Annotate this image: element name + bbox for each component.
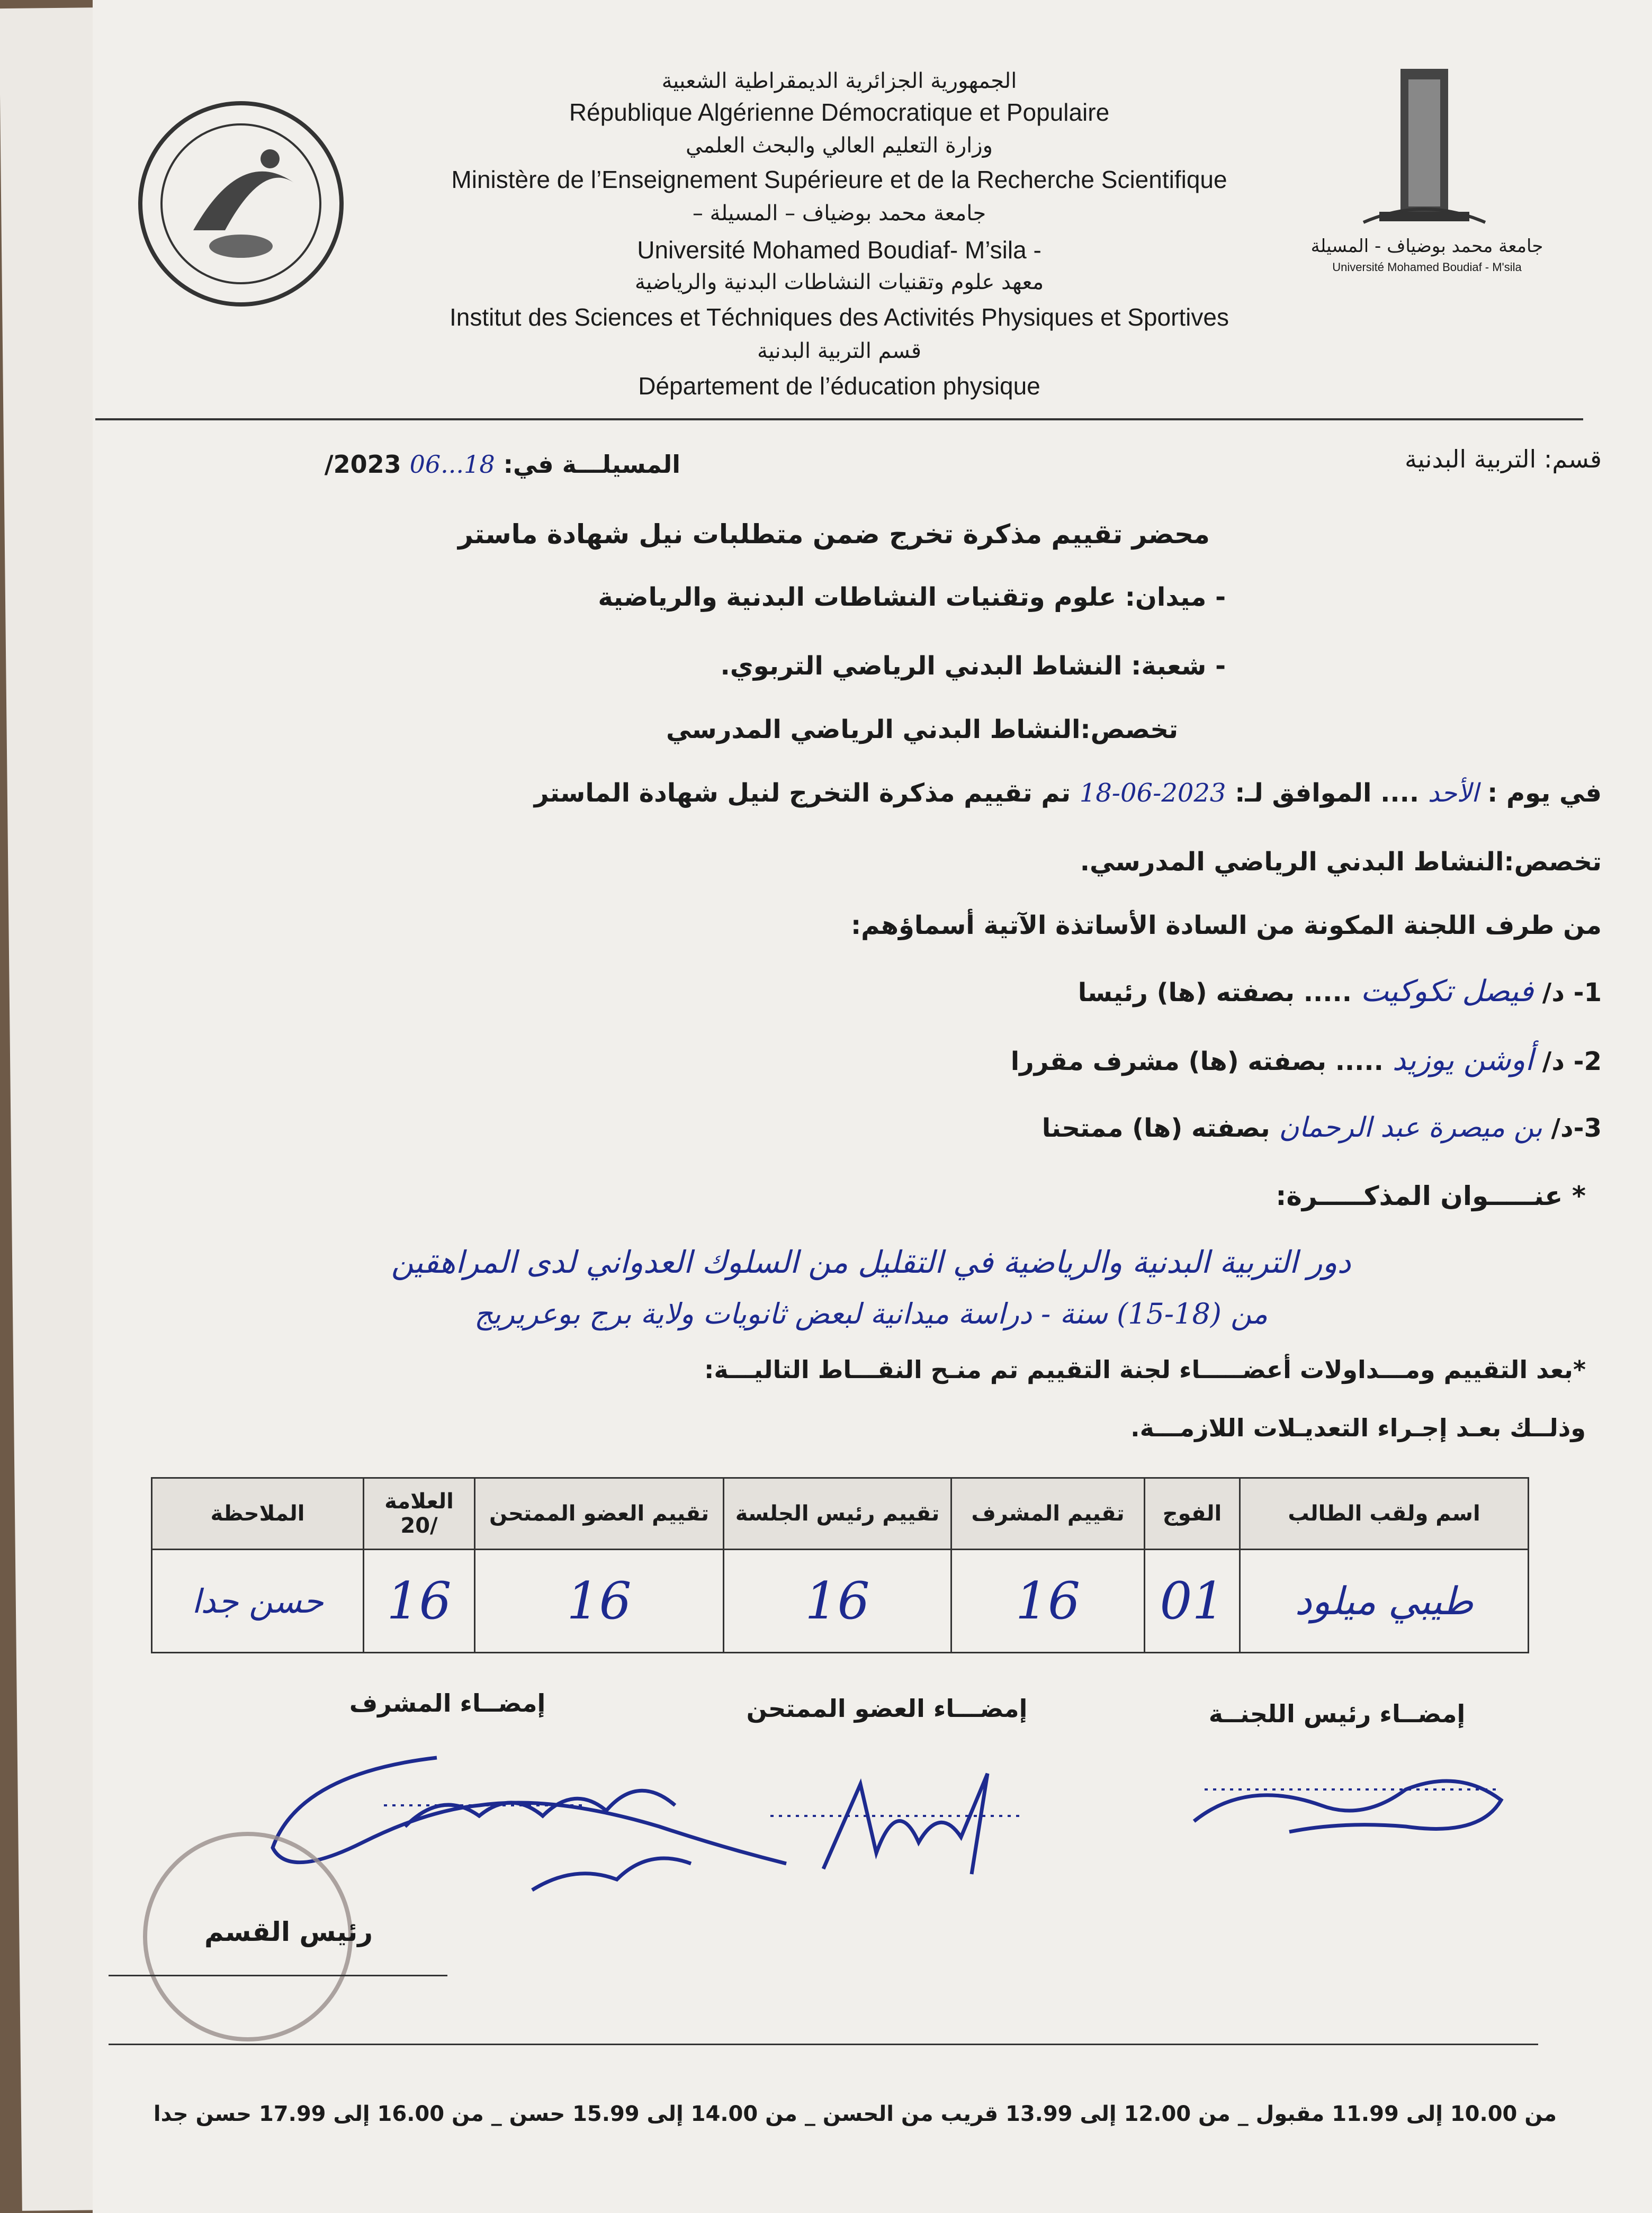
header-final-grade: العلامة /20 — [364, 1478, 475, 1550]
committee-member-2: 2- د/ أوشن يوزيد ..... بصفته (ها) مشرف مقررا — [1010, 1043, 1602, 1077]
cell-group: 01 — [1145, 1550, 1240, 1653]
table-header-row — [152, 1478, 1529, 1550]
after-evaluation-line: *بعد التقييم ومـــداولات أعضـــــاء لجنة التقييم تم منـح النقـــاط التاليـــة: — [704, 1355, 1586, 1384]
department-head-label: رئيس القسم — [204, 1917, 373, 1947]
department-head-underline — [109, 1975, 447, 1976]
footer-divider — [109, 2044, 1538, 2045]
thesis-title-line-1: دور التربية البدنية والرياضية في التقليل من السلوك العدواني لدى المراهقين — [391, 1244, 1351, 1280]
thesis-title-line-2: من (18-15) سنة - دراسة ميدانية لبعض ثانويات ولاية برج بوعريريج — [474, 1297, 1268, 1330]
grades-table — [151, 1477, 1529, 1653]
signature-examiner — [760, 1763, 1035, 1879]
university-logo-french: Université Mohamed Boudiaf - M'sila — [1332, 260, 1522, 274]
member-name: أوشن يوزيد — [1392, 1043, 1534, 1077]
signature-president — [1183, 1758, 1522, 1853]
member-role: بصفته (ها) رئيسا — [1078, 978, 1295, 1007]
header-department-ar: قسم التربية البدنية — [757, 339, 921, 363]
day-value: الأحد — [1427, 778, 1479, 808]
member-name: فيصل تكوكيت — [1360, 974, 1534, 1009]
signature-examiner-label: إمضـــاء العضو الممتحن — [746, 1694, 1028, 1723]
member-prefix: 1- د/ — [1542, 978, 1602, 1007]
header-student-name: اسم ولقب الطالب — [1240, 1478, 1529, 1550]
evaluation-text: تم تقييم مذكرة التخرج لنيل شهادة الماستر — [534, 778, 1071, 808]
field-line: - ميدان: علوم وتقنيات النشاطات البدنية والرياضية — [598, 582, 1226, 612]
header-remark: الملاحظة — [152, 1478, 364, 1550]
date-year: 2023/ — [324, 450, 401, 479]
branch-line: - شعبة: النشاط البدني الرياضي التربوي. — [720, 651, 1226, 681]
header-university-ar: جامعة محمد بوضياف – المسيلة – — [692, 201, 986, 226]
header-supervisor-grade: تقييم المشرف — [951, 1478, 1145, 1550]
member-prefix: 3-د/ — [1551, 1113, 1602, 1143]
header-ministry-ar: وزارة التعليم العالي والبحث العلمي — [686, 133, 993, 158]
grading-scale-footer: من 10.00 إلى 11.99 مقبول _ من 12.00 إلى 13.99 قريب من الحسن _ من 14.00 إلى 15.99 حسن _ من 16.00 إلى 17.99 حسن جدا — [153, 2102, 1557, 2126]
header-republic-ar: الجمهورية الجزائرية الديمقراطية الشعبية — [661, 69, 1017, 93]
cell-remark: حسن جدا — [152, 1550, 364, 1653]
signature-supervisor-label: إمضــاء المشرف — [349, 1689, 546, 1717]
cell-examiner-grade: 16 — [475, 1550, 724, 1653]
day-prefix: في يوم : — [1487, 778, 1602, 808]
header-department-fr: Département de l’éducation physique — [638, 372, 1040, 400]
amendments-line: وذلــك بعـد إجـراء التعديـلات اللازمـــة. — [1130, 1414, 1586, 1442]
institute-logo — [135, 98, 347, 310]
header-divider — [95, 418, 1583, 420]
committee-member-1: 1- د/ فيصل تكوكيت ..... بصفته (ها) رئيسا — [1078, 974, 1602, 1009]
evaluation-line: في يوم : الأحد .... الموافق لـ: 2023-06-18 تم تقييم مذكرة التخرج لنيل شهادة الماستر — [534, 778, 1602, 808]
member-role: بصفته (ها) ممتحنا — [1042, 1113, 1270, 1143]
header-university-fr: Université Mohamed Boudiaf- M’sila - — [637, 236, 1042, 264]
cell-president-grade: 16 — [724, 1550, 951, 1653]
committee-intro: من طرف اللجنة المكونة من السادة الأساتذة الآتية أسماؤهم: — [850, 911, 1602, 940]
table-row — [152, 1550, 1529, 1653]
specialty-line: تخصص:النشاط البدني الرياضي المدرسي. — [1080, 847, 1602, 877]
cell-final-grade: 16 — [364, 1550, 475, 1653]
member-prefix: 2- د/ — [1542, 1047, 1602, 1076]
university-logo-arabic: جامعة محمد بوضياف - المسيلة — [1310, 236, 1543, 257]
header-institute-fr: Institut des Sciences et Téchniques des Activités Physiques et Sportives — [450, 303, 1229, 331]
member-role: بصفته (ها) مشرف مقررا — [1010, 1047, 1326, 1076]
department-label: قسم: التربية البدنية — [1405, 445, 1602, 473]
document-page — [93, 0, 1652, 2213]
corresponding-label: الموافق لـ: — [1235, 778, 1372, 808]
header-ministry-fr: Ministère de l’Enseignement Supérieure et de la Recherche Scientifique — [451, 166, 1227, 193]
date-value: 2023-06-18 — [1079, 778, 1226, 808]
header-institute-ar: معهد علوم وتقنيات النشاطات البدنية والرياضية — [634, 270, 1044, 294]
place-date-label: المسيلـــة في: — [503, 450, 680, 479]
document-title: محضر تقييم مذكرة تخرج ضمن متطلبات نيل شهادة ماستر — [458, 519, 1210, 550]
cell-supervisor-grade: 16 — [951, 1550, 1145, 1653]
header-examiner-grade: تقييم العضو الممتحن — [475, 1478, 724, 1550]
member-name: بن ميصرة عبد الرحمان — [1279, 1112, 1542, 1144]
signature-president-label: إمضــاء رئيس اللجنــة — [1208, 1699, 1466, 1728]
header-president-grade: تقييم رئيس الجلسة — [724, 1478, 951, 1550]
date-day-month: 18...06 — [409, 450, 495, 479]
university-logo — [1295, 64, 1559, 286]
cell-student-name: طيبي ميلود — [1240, 1550, 1529, 1653]
committee-member-3 — [569, 1112, 1602, 1144]
header-republic-fr: République Algérienne Démocratique et Populaire — [569, 98, 1110, 126]
thesis-label: * عنـــــوان المذكـــــرة: — [1276, 1181, 1586, 1211]
specialty-title: تخصص:النشاط البدني الرياضي المدرسي — [666, 715, 1178, 744]
header-group: الفوج — [1145, 1478, 1240, 1550]
place-date — [204, 450, 680, 479]
